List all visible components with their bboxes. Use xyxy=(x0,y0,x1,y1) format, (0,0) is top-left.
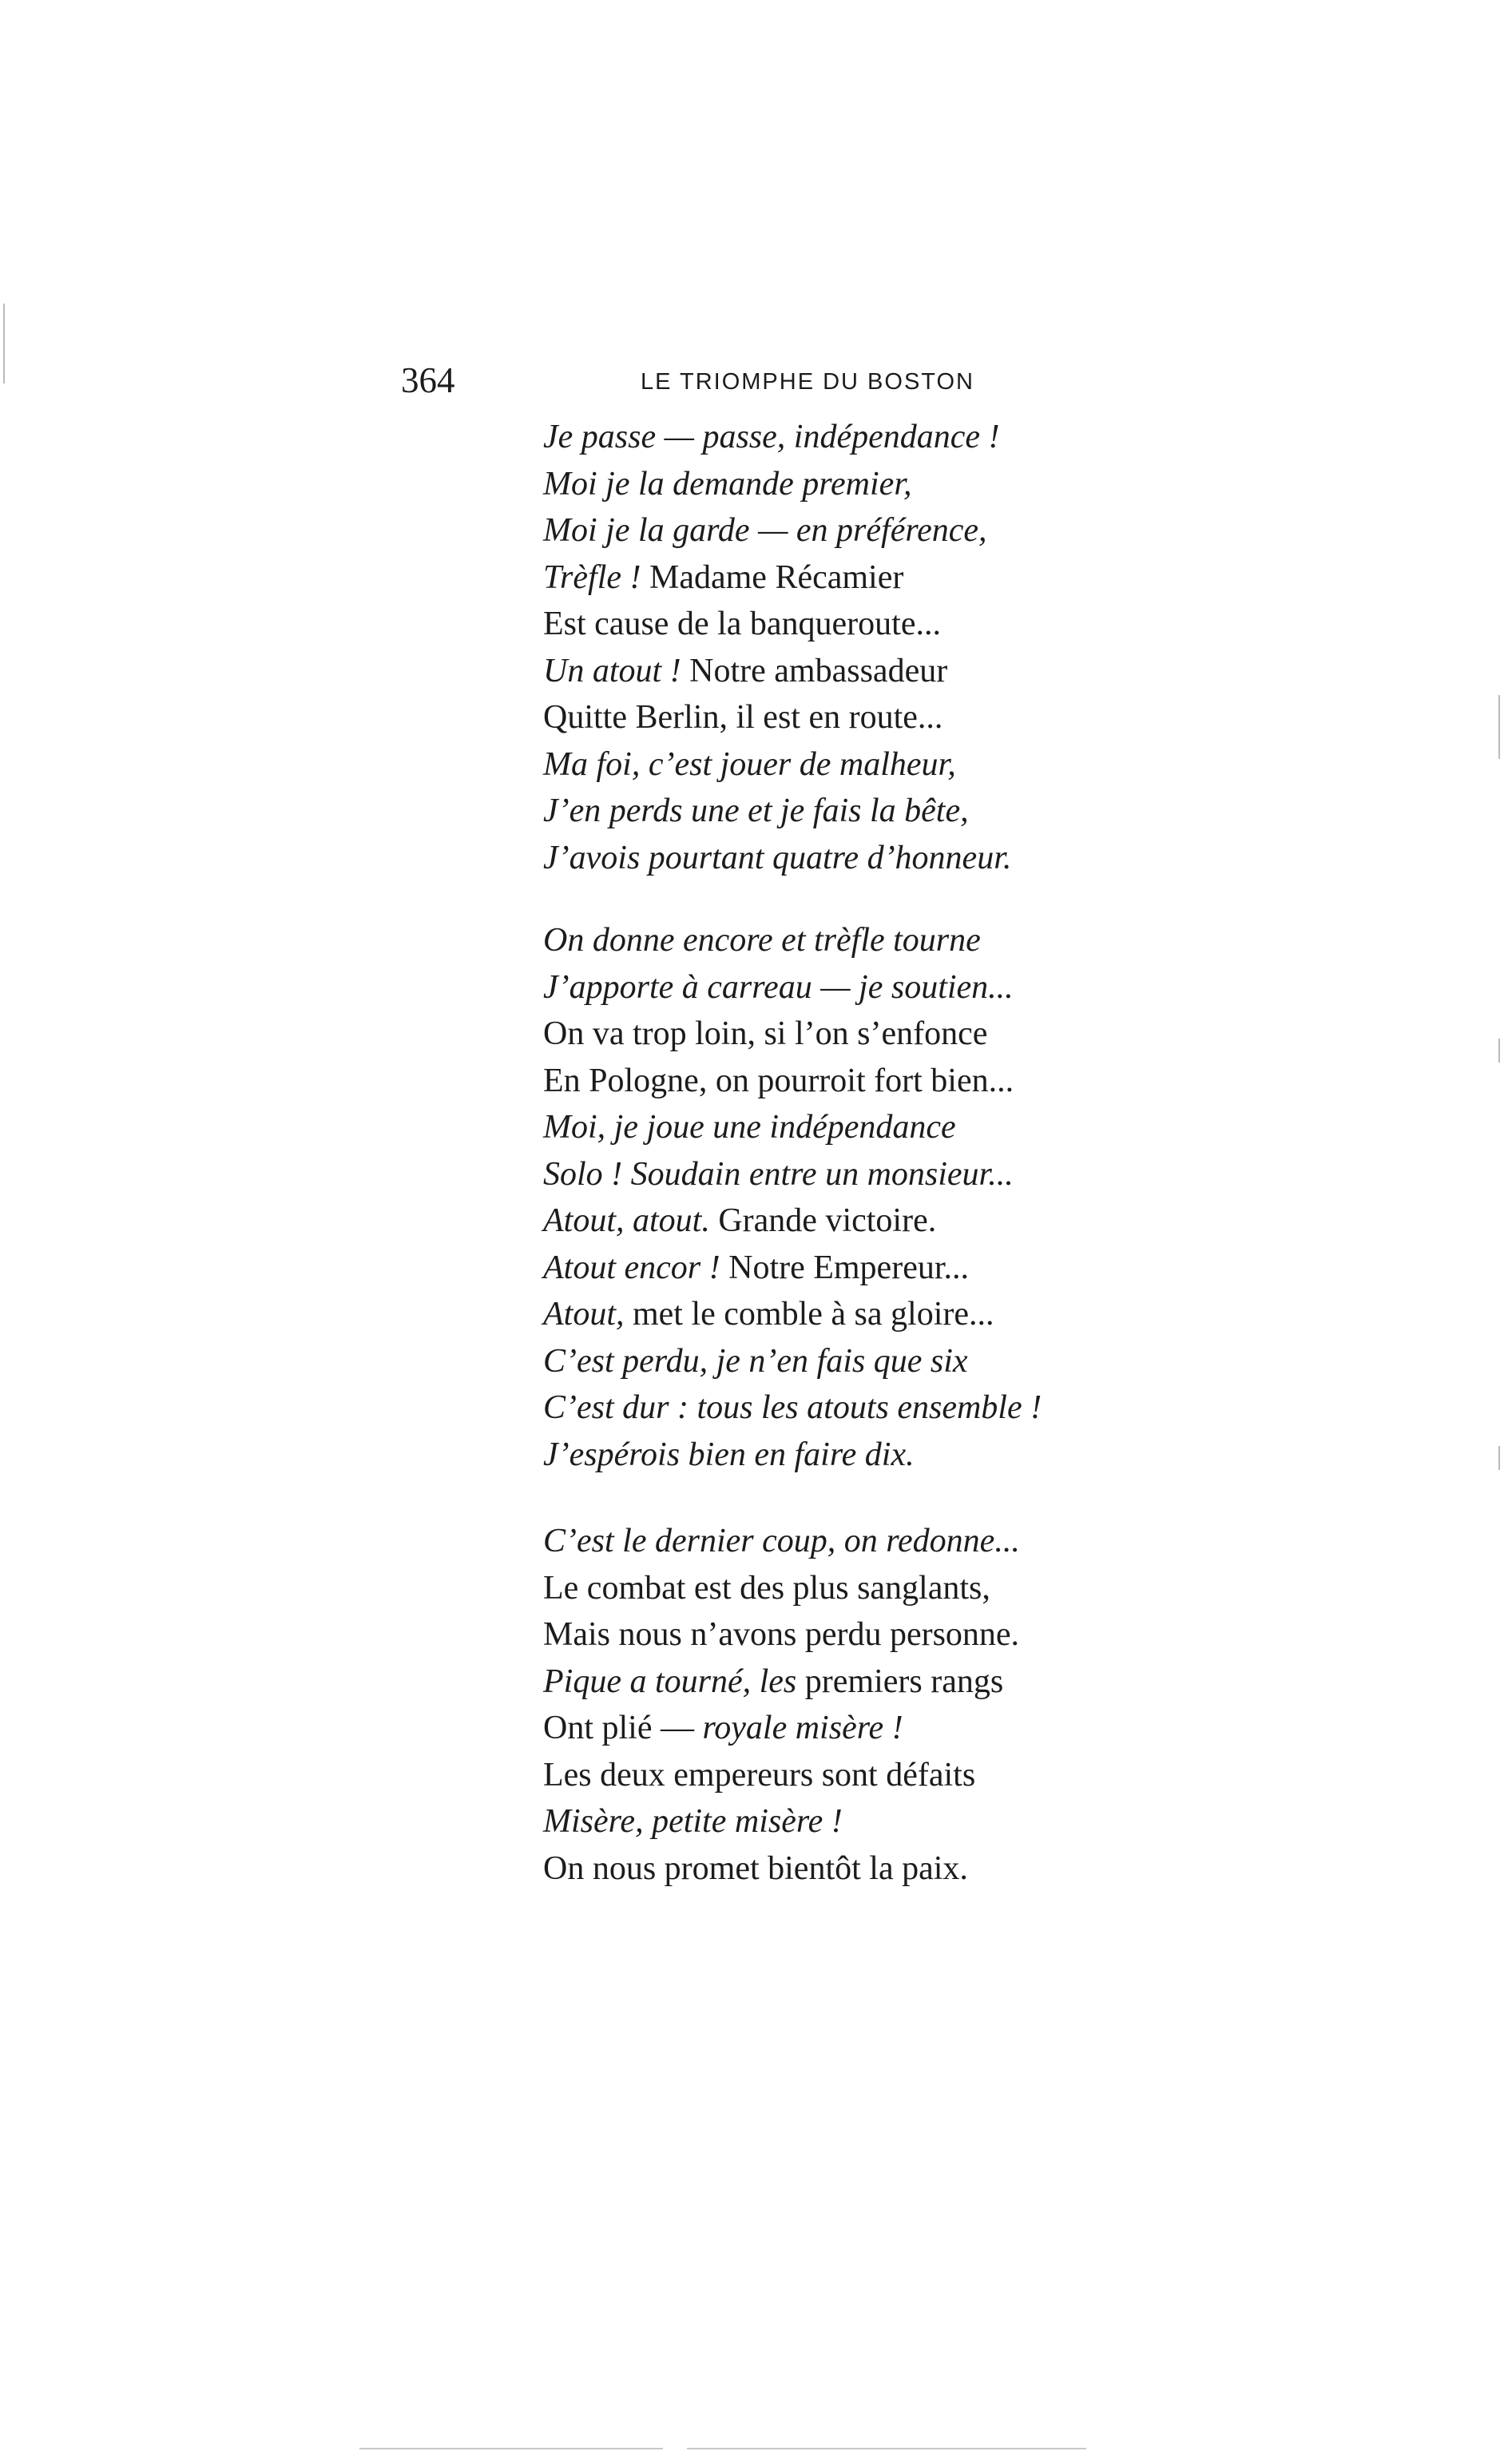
italic-segment: C’est dur : tous les atouts ensemble ! xyxy=(543,1389,1042,1426)
poem-line xyxy=(543,1752,1020,1799)
scan-bottom-rule xyxy=(687,2448,1086,2449)
italic-segment: Moi, je joue une indépendance xyxy=(543,1109,956,1146)
poem-line xyxy=(543,1151,1042,1198)
roman-segment: On va trop loin, si l’on s’enfonce xyxy=(543,1015,988,1052)
italic-segment: C’est le dernier coup, on redonne... xyxy=(543,1523,1020,1559)
poem-line xyxy=(543,1291,1042,1338)
poem-line xyxy=(543,1798,1020,1845)
poem-line xyxy=(543,1338,1042,1385)
poem-line xyxy=(543,1845,1020,1893)
poem-line xyxy=(543,1384,1042,1432)
poem-line xyxy=(543,1705,1020,1752)
poem-line xyxy=(543,1198,1042,1245)
poem-line xyxy=(543,554,1011,602)
poem-line xyxy=(543,1518,1020,1565)
poem-line xyxy=(543,1245,1042,1292)
poem-line xyxy=(543,507,1011,554)
italic-segment: C’est perdu, je n’en fais que six xyxy=(543,1342,968,1380)
roman-segment: Grande victoire. xyxy=(709,1202,937,1239)
poem-stanza-1 xyxy=(543,414,1011,881)
italic-segment: Atout encor ! xyxy=(543,1249,720,1286)
poem-line xyxy=(543,1659,1020,1706)
poem-line xyxy=(543,964,1042,1011)
italic-segment: Moi je la garde — en préférence, xyxy=(543,512,987,549)
poem-line xyxy=(543,414,1011,461)
roman-segment: met le comble à sa gloire... xyxy=(624,1296,994,1333)
scan-margin-mark xyxy=(1498,1039,1500,1063)
poem-stanza-3 xyxy=(543,1518,1020,1892)
poem-line xyxy=(543,835,1011,882)
roman-segment: Madame Récamier xyxy=(641,558,904,596)
italic-segment: Solo ! Soudain entre un monsieur... xyxy=(543,1155,1014,1193)
poem-line xyxy=(543,648,1011,695)
poem-line xyxy=(543,694,1011,741)
poem-line xyxy=(543,461,1011,508)
italic-segment: On donne encore et trèfle tourne xyxy=(543,922,981,959)
poem-line xyxy=(543,1058,1042,1105)
italic-segment: Ma foi, c’est jouer de malheur, xyxy=(543,745,956,783)
italic-segment: Je passe — passe, indépendance ! xyxy=(543,419,1000,455)
roman-segment: On nous promet bientôt la paix. xyxy=(543,1849,968,1887)
page-header xyxy=(401,356,1024,404)
italic-segment: Atout, xyxy=(543,1296,625,1333)
poem-line xyxy=(543,1104,1042,1151)
italic-segment: J’avois pourtant quatre d’honneur. xyxy=(543,839,1012,876)
italic-segment: Moi je la demande premier, xyxy=(543,465,912,503)
scan-margin-mark xyxy=(3,304,5,383)
poem-stanza-2 xyxy=(543,917,1042,1478)
italic-segment: Misère, petite misère ! xyxy=(543,1803,843,1840)
roman-segment: Est cause de la banqueroute... xyxy=(543,606,941,642)
italic-segment: J’en perds une et je fais la bête, xyxy=(543,793,969,829)
poem-line xyxy=(543,1011,1042,1058)
italic-segment: J’apporte à carreau — je soutien... xyxy=(543,968,1014,1006)
poem-line xyxy=(543,917,1042,964)
running-title: LE TRIOMPHE DU BOSTON xyxy=(641,369,974,395)
italic-segment: Un atout ! xyxy=(543,652,681,689)
italic-segment: Trèfle ! xyxy=(543,558,641,596)
roman-segment: Les deux empereurs sont défaits xyxy=(543,1756,976,1794)
roman-segment: Notre ambassadeur xyxy=(681,652,948,689)
poem-line xyxy=(543,741,1011,789)
poem-line xyxy=(543,601,1011,648)
roman-segment: Quitte Berlin, il est en route... xyxy=(543,699,943,736)
poem-line xyxy=(543,788,1011,835)
page-number: 364 xyxy=(401,360,455,400)
roman-segment: Le combat est des plus sanglants, xyxy=(543,1569,990,1607)
italic-segment: J’espérois bien en faire dix. xyxy=(543,1436,915,1473)
roman-segment: Mais nous n’avons perdu personne. xyxy=(543,1616,1020,1653)
scan-margin-mark xyxy=(1498,695,1500,759)
scan-margin-mark xyxy=(1498,1446,1500,1470)
poem-line xyxy=(543,1432,1042,1479)
poem-line xyxy=(543,1611,1020,1659)
scan-bottom-rule xyxy=(359,2448,663,2449)
italic-segment: royale misère ! xyxy=(702,1710,903,1746)
roman-segment: Ont plié — xyxy=(543,1710,703,1746)
italic-segment: Pique a tourné, les xyxy=(543,1662,797,1700)
poem-line xyxy=(543,1565,1020,1612)
italic-segment: Atout, atout. xyxy=(543,1202,710,1239)
roman-segment: En Pologne, on pourroit fort bien... xyxy=(543,1062,1014,1099)
roman-segment: premiers rangs xyxy=(796,1662,1004,1700)
roman-segment: Notre Empereur... xyxy=(720,1249,969,1286)
